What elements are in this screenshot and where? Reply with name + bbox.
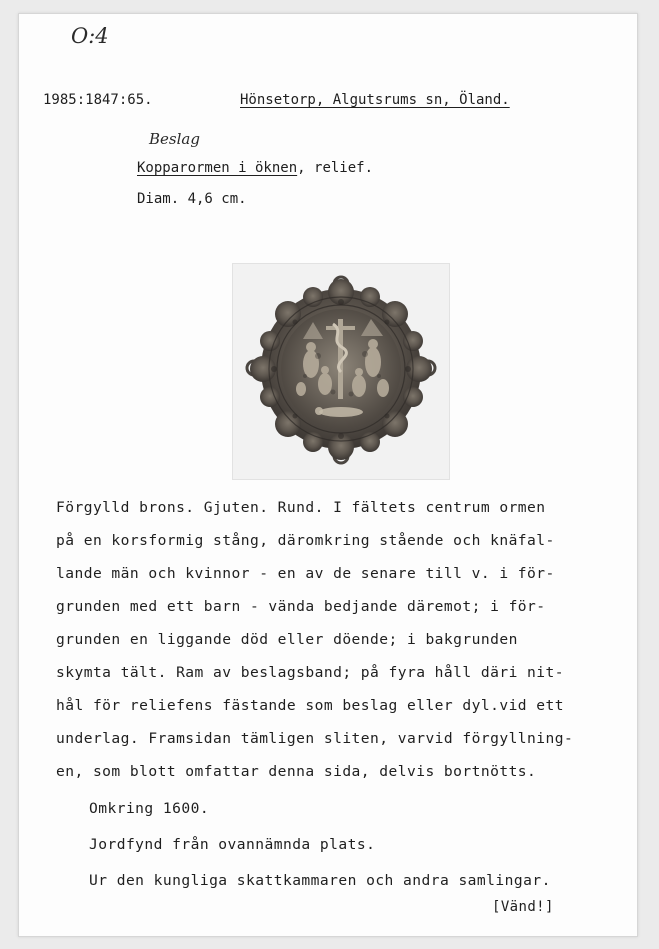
provenance: Ur den kungliga skattkammaren och andra samlingar. — [89, 872, 551, 889]
handwritten-number: O:4 — [71, 24, 109, 48]
dimensions: Diam. 4,6 cm. — [137, 191, 247, 207]
description-line: på en korsformig stång, däromkring stående och knäfal- — [56, 532, 555, 549]
description-line: lande män och kvinnor - en av de senare till v. i för- — [56, 565, 555, 582]
description-line: skymta tält. Ram av beslagsband; på fyra håll däri nit- — [56, 664, 564, 681]
object-photo — [232, 263, 450, 480]
object-type: , relief. — [297, 160, 374, 176]
inventory-number: 1985:1847:65. — [43, 92, 153, 108]
description-line: hål för reliefens fästande som beslag eller dyl.vid ett — [56, 697, 564, 714]
find-location: Hönsetorp, Algutsrums sn, Öland. — [240, 92, 510, 108]
description-line: grunden en liggande död eller döende; i bakgrunden — [56, 631, 518, 648]
description-line: grunden med ett barn - vända bedjande däremot; i för- — [56, 598, 546, 615]
catalogue-card — [18, 13, 638, 937]
description-line: Förgylld brons. Gjuten. Rund. I fältets centrum ormen — [56, 499, 546, 516]
turn-over-note: [Vänd!] — [492, 899, 554, 915]
relief-image — [233, 264, 449, 479]
description-line: en, som blott omfattar denna sida, delvis bortnötts. — [56, 763, 537, 780]
handwritten-category: Beslag — [149, 130, 200, 148]
object-title: Kopparormen i öknen — [137, 160, 298, 176]
dating: Omkring 1600. — [89, 800, 210, 817]
find-context: Jordfynd från ovannämnda plats. — [89, 836, 376, 853]
description-line: underlag. Framsidan tämligen sliten, varvid förgyllning- — [56, 730, 574, 747]
object-title-line — [137, 160, 373, 176]
